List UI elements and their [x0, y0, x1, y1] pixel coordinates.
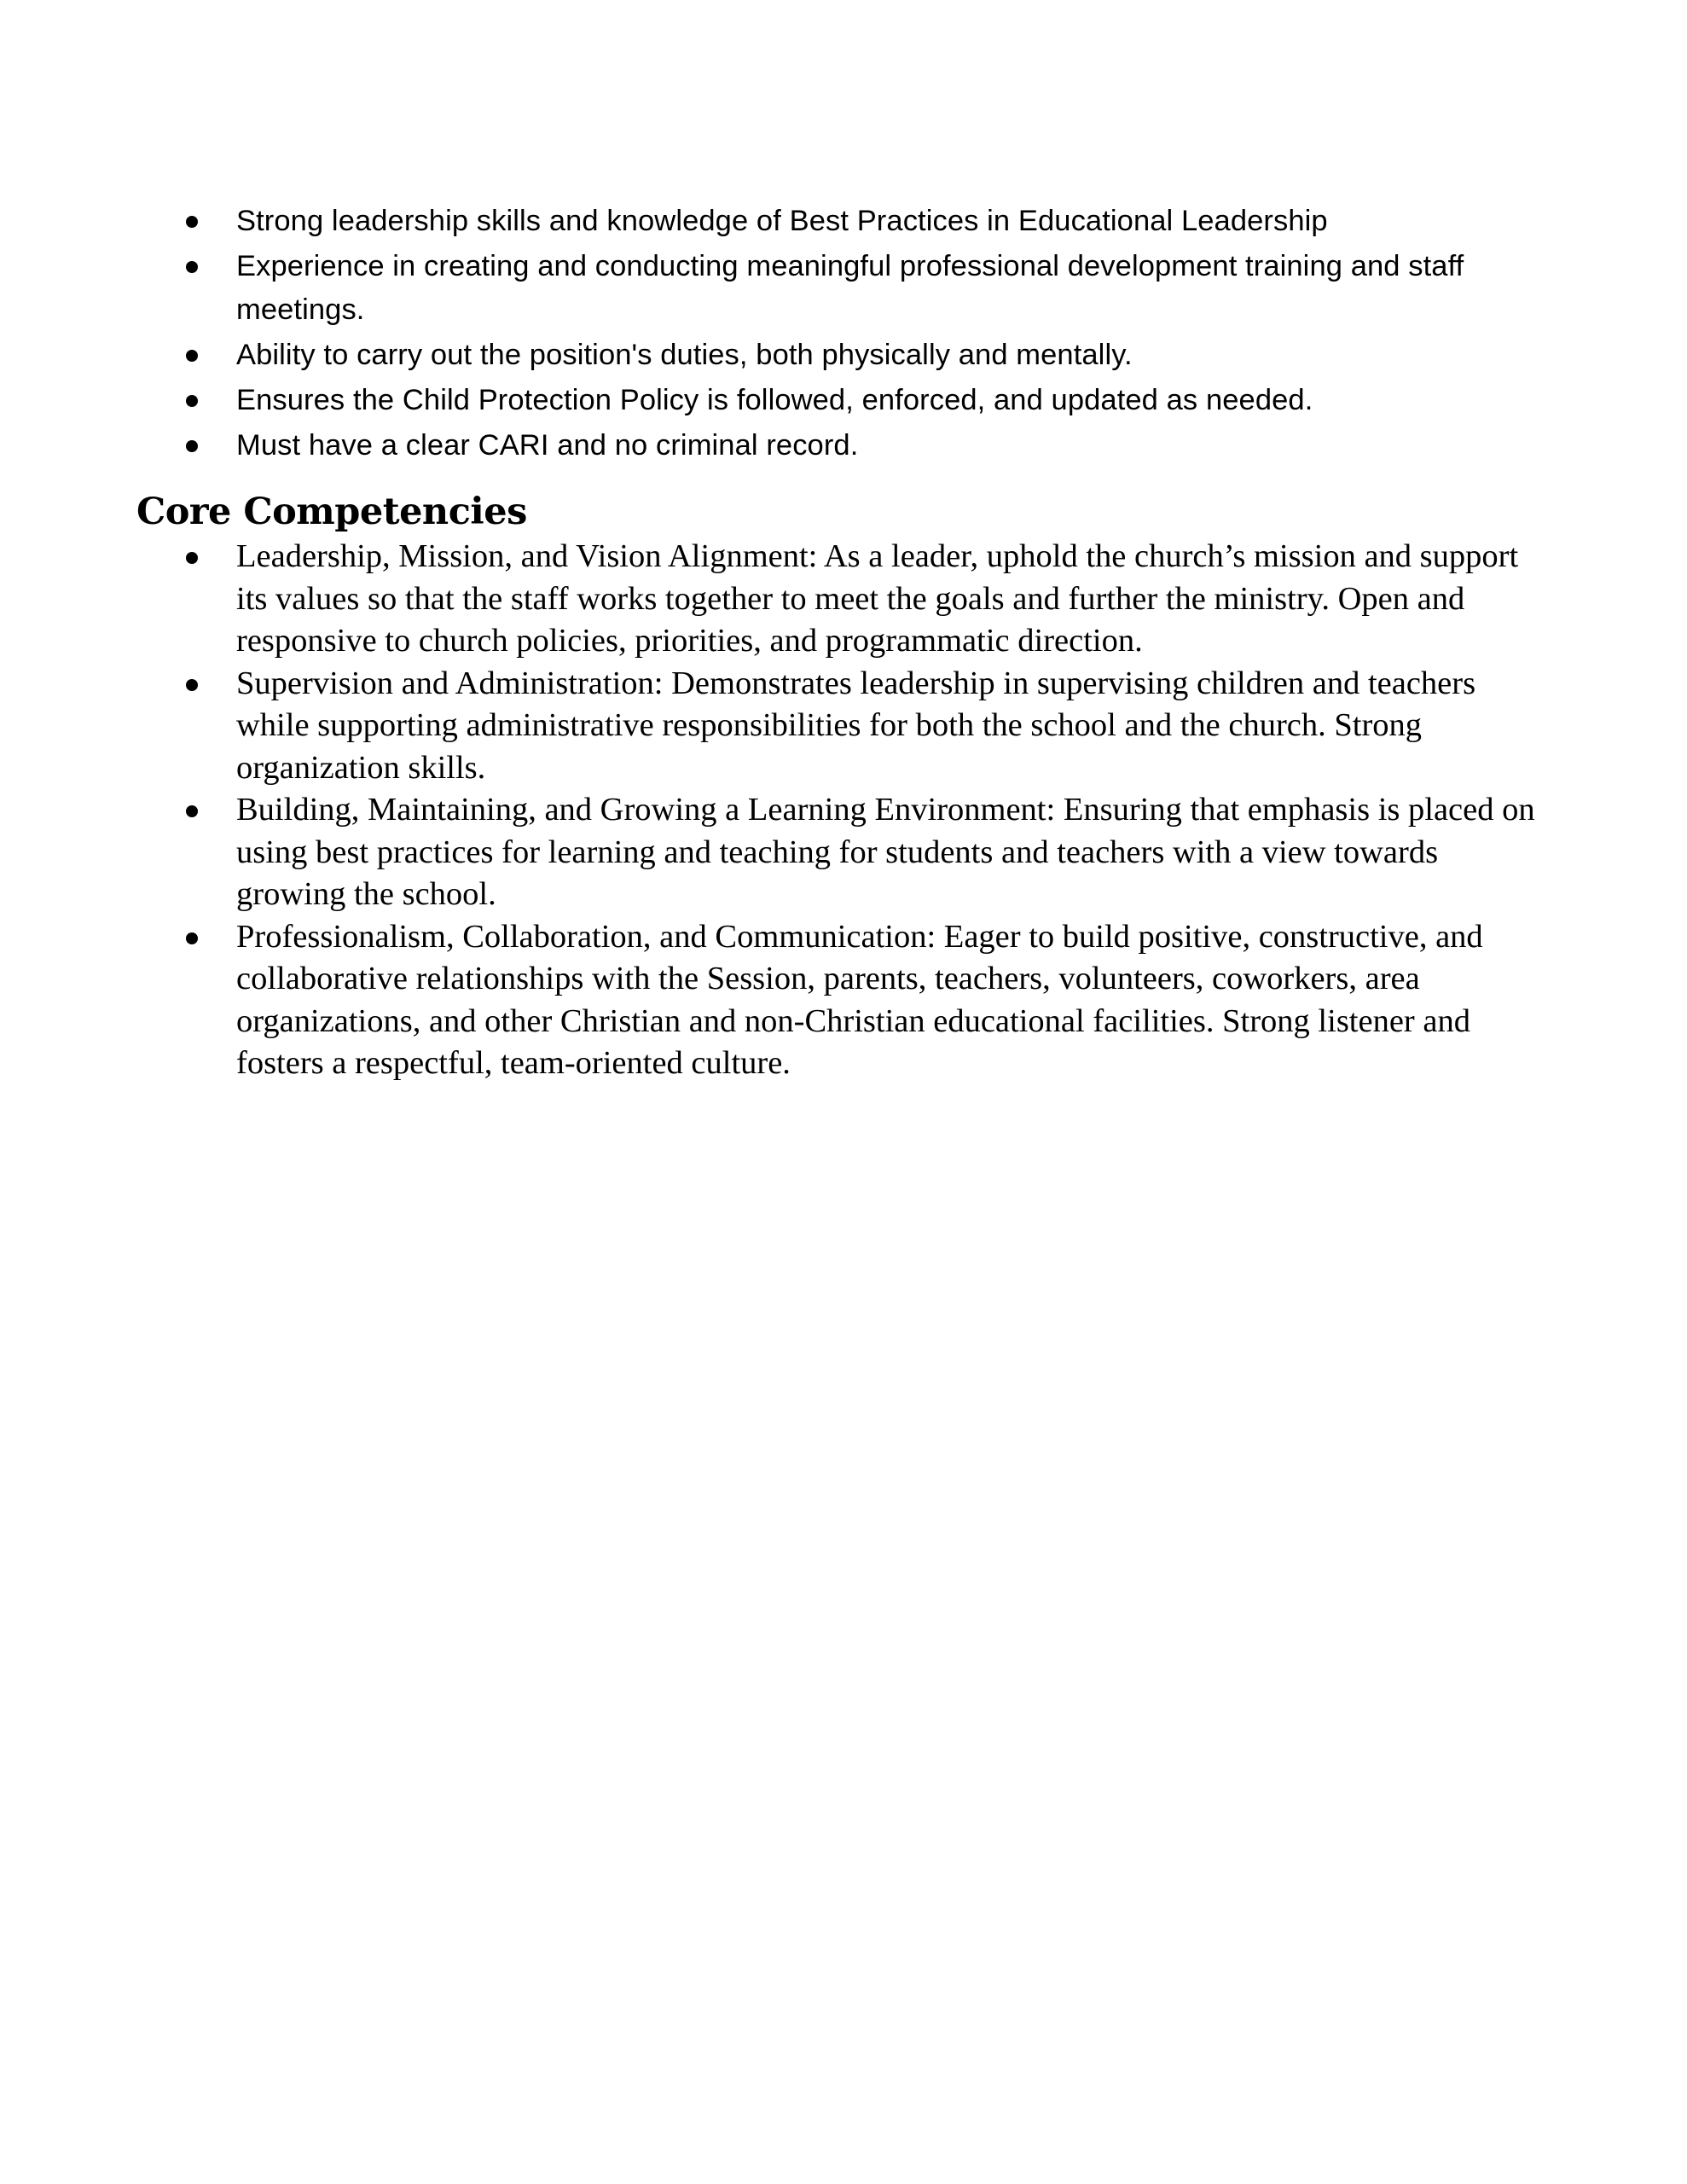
list-item-text: Professionalism, Collaboration, and Communication: Eager to build positive, constructive, and collaborative relationships with the Session, parents, teachers, volunteers, coworkers, area organizations, and other Christian and non-Christian educational facilities. Strong listener and fosters a respectful, team-oriented culture.	[236, 918, 1483, 1081]
list-item	[0, 379, 1550, 422]
bullet-icon	[186, 440, 198, 452]
list-item	[0, 424, 1550, 468]
bullet-icon	[186, 395, 198, 407]
list-item	[0, 536, 1550, 663]
bullet-icon	[186, 261, 198, 273]
bullet-icon	[186, 216, 198, 228]
list-item	[0, 789, 1550, 916]
list-item	[0, 334, 1550, 377]
bullet-icon	[186, 805, 198, 817]
bullet-icon	[186, 552, 198, 564]
list-item-text: Experience in creating and conducting meaningful professional development training and staff meetings.	[236, 250, 1464, 326]
core-competencies-list	[0, 536, 1550, 1085]
list-item-text: Supervision and Administration: Demonstrates leadership in supervising children and teachers while supporting administrative responsibilities for both the school and the church. Strong organization skills.	[236, 665, 1476, 786]
list-item	[0, 245, 1550, 332]
list-item	[0, 916, 1550, 1085]
list-item	[0, 663, 1550, 790]
list-item-text: Ability to carry out the position's duties, both physically and mentally.	[236, 339, 1133, 371]
list-item-text: Building, Maintaining, and Growing a Learning Environment: Ensuring that emphasis is placed on using best practices for learning and teaching for students and teachers with a view towards growing the school.	[236, 792, 1535, 912]
list-item-text: Leadership, Mission, and Vision Alignment: As a leader, uphold the church’s mission and support its values so that the staff works together to meet the goals and further the ministry. Open and responsive to church policies, priorities, and programmatic direction.	[236, 538, 1519, 659]
list-item-text: Must have a clear CARI and no criminal record.	[236, 429, 859, 462]
section-heading: Core Competencies	[136, 491, 527, 533]
bullet-icon	[186, 679, 198, 691]
qualifications-list	[0, 200, 1550, 469]
list-item-text: Ensures the Child Protection Policy is followed, enforced, and updated as needed.	[236, 384, 1313, 416]
bullet-icon	[186, 350, 198, 362]
list-item-text: Strong leadership skills and knowledge of Best Practices in Educational Leadership	[236, 205, 1328, 237]
list-item	[0, 200, 1550, 243]
bullet-icon	[186, 932, 198, 944]
